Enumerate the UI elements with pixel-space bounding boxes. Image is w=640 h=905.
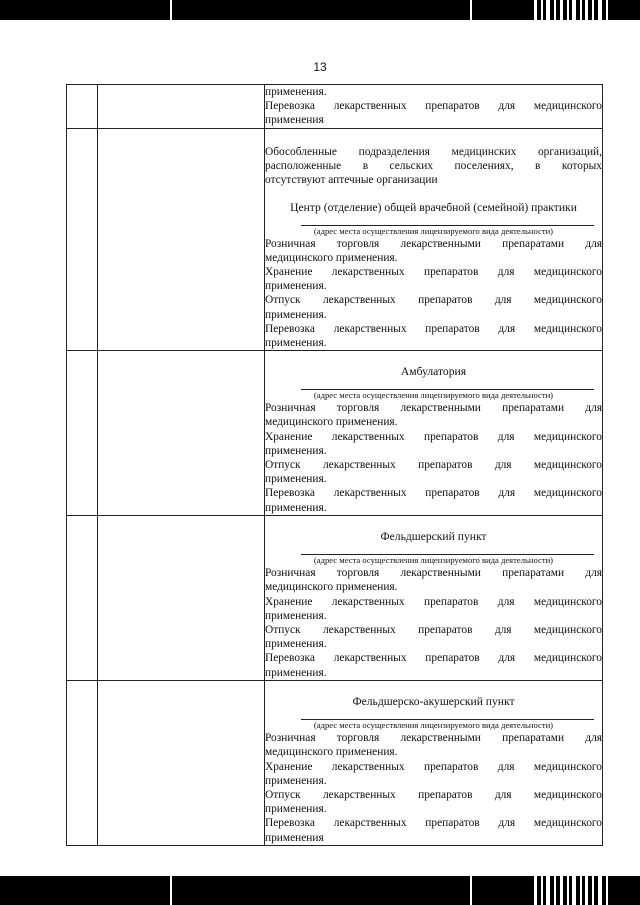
scan-artifact: [470, 876, 472, 905]
table-cell-activities: [265, 351, 603, 516]
activity-text: Хранение лекарственных препаратов для медицинского: [265, 266, 602, 279]
address-line: [301, 709, 594, 720]
activity-text: применения.: [265, 473, 327, 486]
intro-text: Обособленные подразделения медицинских организаций,: [265, 146, 602, 158]
activity-text: медицинского применения.: [265, 746, 398, 759]
scan-artifact: [170, 0, 172, 20]
address-caption: (адрес места осуществления лицензируемого вида деятельности): [313, 390, 554, 401]
activity-text: медицинского применения.: [265, 416, 398, 429]
table-row: [67, 129, 603, 351]
table-cell-activities: [265, 85, 603, 129]
address-line: [301, 379, 594, 390]
activity-text: применения.: [265, 337, 327, 350]
table-cell-name: [98, 129, 265, 351]
activity-text: применения.: [265, 666, 327, 679]
table-cell-number: [67, 516, 98, 681]
activity-text: Розничная торговля лекарственными препаратами для: [265, 402, 602, 415]
address-line: [301, 544, 594, 555]
activity-text: Хранение лекарственных препаратов для медицинского: [265, 595, 602, 608]
page-number: 13: [313, 60, 327, 74]
activity-text: Розничная торговля лекарственными препаратами для: [265, 237, 602, 250]
subdivision-title: Амбулатория: [400, 365, 467, 379]
address-line: [301, 215, 594, 226]
activity-text: применения.: [265, 308, 327, 321]
activity-text: Розничная торговля лекарственными препаратами для: [265, 567, 602, 580]
subdivision-title: Фельдшерско-акушерский пункт: [352, 695, 515, 709]
activity-text: применения.: [265, 501, 327, 514]
activity-text: Отпуск лекарственных препаратов для медицинского: [265, 624, 602, 637]
table-cell-number: [67, 351, 98, 516]
table-row: [67, 516, 603, 681]
intro-text: отсутствуют аптечные организации: [265, 174, 438, 187]
address-caption: (адрес места осуществления лицензируемого вида деятельности): [313, 555, 554, 566]
activity-text: Хранение лекарственных препаратов для медицинского: [265, 760, 602, 773]
activity-text: Отпуск лекарственных препаратов для медицинского: [265, 294, 602, 307]
activity-text: медицинского применения.: [265, 581, 398, 594]
barcode-top: [532, 0, 618, 20]
table-cell-activities: [265, 129, 603, 351]
table-cell-number: [67, 85, 98, 129]
activity-text: Перевозка лекарственных препаратов для медицинского: [265, 487, 602, 500]
activity-text: применения: [265, 114, 324, 127]
activity-text: применения.: [265, 803, 327, 816]
scan-artifact: [170, 876, 172, 905]
activity-text: Перевозка лекарственных препаратов для медицинского: [265, 322, 602, 335]
table-cell-activities: [265, 681, 603, 846]
table-cell-name: [98, 351, 265, 516]
activity-text: медицинского применения.: [265, 251, 398, 264]
activity-text: применения.: [265, 86, 327, 98]
table-cell-number: [67, 129, 98, 351]
subdivision-title: Фельдшерский пункт: [380, 530, 487, 544]
table-cell-name: [98, 85, 265, 129]
barcode-bottom: [532, 876, 618, 905]
subdivision-title: Центр (отделение) общей врачебной (семейной) практики: [290, 200, 577, 214]
activity-text: Отпуск лекарственных препаратов для медицинского: [265, 789, 602, 802]
activity-text: применения.: [265, 280, 327, 293]
activity-text: Розничная торговля лекарственными препаратами для: [265, 732, 602, 745]
activity-text: Перевозка лекарственных препаратов для медицинского: [265, 652, 602, 665]
table-cell-activities: [265, 516, 603, 681]
table-cell-name: [98, 681, 265, 846]
table-row: [67, 681, 603, 846]
activity-text: применения: [265, 831, 324, 844]
activity-text: Перевозка лекарственных препаратов для медицинского: [265, 100, 602, 113]
scan-border-top: [0, 0, 640, 20]
table-cell-number: [67, 681, 98, 846]
activity-text: применения.: [265, 638, 327, 651]
activity-text: применения.: [265, 444, 327, 457]
address-caption: (адрес места осуществления лицензируемого вида деятельности): [313, 720, 554, 731]
activity-text: Перевозка лекарственных препаратов для медицинского: [265, 817, 602, 830]
activity-text: применения.: [265, 774, 327, 787]
intro-text: расположенные в сельских поселениях, в которых: [265, 160, 602, 173]
scan-border-bottom: [0, 876, 640, 905]
activity-text: применения.: [265, 609, 327, 622]
scan-artifact: [470, 0, 472, 20]
activity-text: Хранение лекарственных препаратов для медицинского: [265, 430, 602, 443]
license-table: [66, 84, 603, 846]
table-row: [67, 351, 603, 516]
address-caption: (адрес места осуществления лицензируемого вида деятельности): [313, 225, 554, 236]
table-row: [67, 85, 603, 129]
table-cell-name: [98, 516, 265, 681]
activity-text: Отпуск лекарственных препаратов для медицинского: [265, 459, 602, 472]
